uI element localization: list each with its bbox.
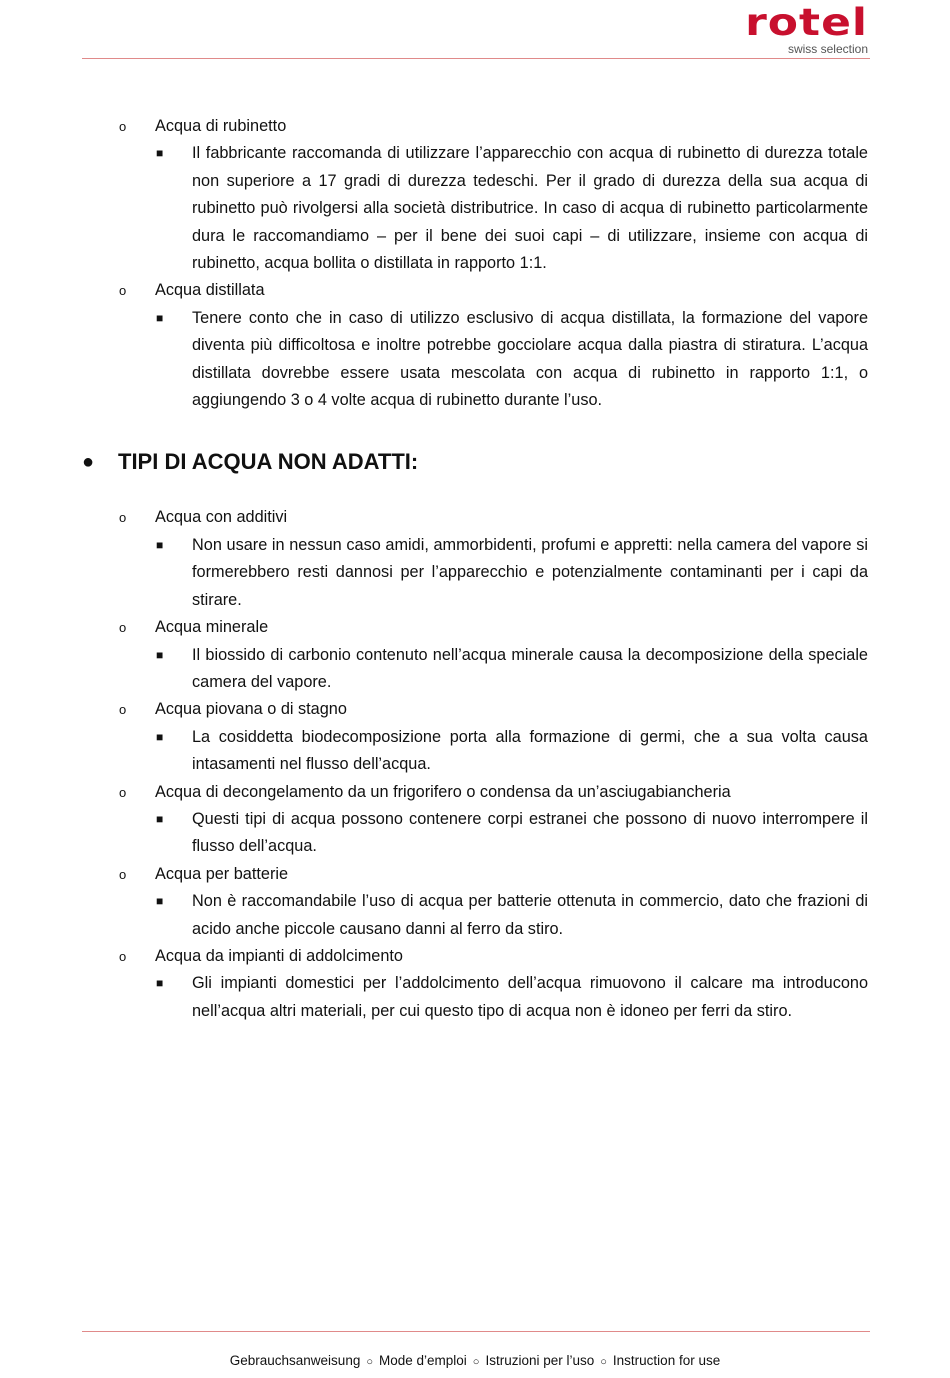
circle-bullet-icon: o <box>119 702 127 718</box>
circle-separator-icon: ○ <box>366 1356 373 1368</box>
footer-fr: Mode d’emploi <box>379 1353 467 1368</box>
item-text: Non è raccomandabile l’uso di acqua per batterie ottenuta in commercio, dato che frazioni di acido anche piccole causano danni al ferro da stiro. <box>192 892 868 938</box>
logo-subtitle: swiss selection <box>787 42 868 56</box>
square-bullet-icon: ■ <box>156 146 164 161</box>
item-description <box>82 970 868 1025</box>
square-bullet-icon: ■ <box>156 976 164 991</box>
square-bullet-icon: ■ <box>156 310 164 325</box>
item-description <box>82 532 868 614</box>
item-text: Gli impianti domestici per l’addolcimento dell’acqua rimuovono il calcare ma introducono nell’acqua altri materiali, per cui questo tipo di acqua non è idoneo per ferri da stiro. <box>192 974 868 1020</box>
list-item <box>82 504 868 531</box>
circle-separator-icon: ○ <box>472 1356 480 1368</box>
circle-bullet-icon: o <box>119 119 127 134</box>
logo-wordmark: rotel <box>745 0 868 45</box>
circle-bullet-icon: o <box>119 283 127 299</box>
footer-it: Istruzioni per l’uso <box>485 1353 595 1368</box>
bullet-icon: ● <box>82 451 95 474</box>
square-bullet-icon: ■ <box>156 537 164 552</box>
item-description <box>82 140 868 277</box>
item-text: Non usare in nessun caso amidi, ammorbidenti, profumi e appretti: nella camera del vapore si formerebbero resti dannosi per l’apparecchio e potenzialmente contaminanti per i capi da stirare. <box>192 535 868 609</box>
rotel-logo <box>745 0 868 56</box>
item-title: Acqua minerale <box>155 618 269 637</box>
item-text: Tenere conto che in caso di utilizzo esclusivo di acqua distillata, la formazione del vapore diventa più difficoltosa e inoltre potrebbe gocciolare acqua dalla piastra di stiratura. L’acqua distillata dovrebbe essere usata mescolata con acqua di rubinetto in rapporto 1:1, o aggiungendo 3 o 4 volte acqua di rubinetto durante l’uso. <box>192 308 868 410</box>
square-bullet-icon: ■ <box>156 811 164 826</box>
footer-rule <box>82 1331 870 1332</box>
footer <box>0 1353 950 1368</box>
item-description <box>82 724 868 779</box>
header-rule <box>82 58 870 59</box>
item-title: Acqua per batterie <box>155 864 289 883</box>
item-text: Questi tipi di acqua possono contenere corpi estranei che possono di nuovo interrompere il flusso dell’acqua. <box>192 809 868 856</box>
square-bullet-icon: ■ <box>156 647 164 662</box>
suitable-water-list <box>82 113 868 414</box>
square-bullet-icon: ■ <box>156 729 164 744</box>
item-title: Acqua distillata <box>155 281 265 300</box>
item-title: Acqua di decongelamento da un frigorifero o condensa da un’asciugabiancheria <box>155 782 731 801</box>
list-item <box>82 614 868 641</box>
section-heading: ● TIPI DI ACQUA NON ADATTI: <box>82 447 868 477</box>
circle-bullet-icon: o <box>119 510 127 526</box>
list-item <box>82 696 868 723</box>
item-text: Il fabbricante raccomanda di utilizzare l’apparecchio con acqua di rubinetto di durezza totale non superiore a 17 gradi di durezza tedeschi. Per il grado di durezza della sua acqua di rubinetto può rivolgersi alla società distributrice. In caso di acqua di rubinetto particolarmente dura le raccomandiamo – per il bene dei suoi capi – di utilizzare, insieme con acqua di rubinetto, acqua bollita o distillata in rapporto 1:1. <box>192 144 868 273</box>
circle-bullet-icon: o <box>119 866 127 882</box>
list-item <box>82 943 868 970</box>
unsuitable-water-list <box>82 504 868 1025</box>
circle-bullet-icon: o <box>119 948 127 964</box>
list-item <box>82 779 868 806</box>
item-title: Acqua con additivi <box>155 508 288 527</box>
footer-de: Gebrauchsanweisung <box>229 1353 361 1368</box>
circle-bullet-icon: o <box>119 620 127 636</box>
item-title: Acqua da impianti di addolcimento <box>155 946 403 965</box>
list-item <box>82 277 868 304</box>
item-text: La cosiddetta biodecomposizione porta alla formazione di germi, che a sua volta causa intasamenti nel flusso dell’acqua. <box>192 727 868 774</box>
item-description <box>82 642 868 697</box>
circle-separator-icon: ○ <box>600 1356 607 1368</box>
circle-bullet-icon: o <box>119 784 127 800</box>
item-text: Il biossido di carbonio contenuto nell’acqua minerale causa la decomposizione della speciale camera del vapore. <box>192 645 868 691</box>
square-bullet-icon: ■ <box>156 894 164 909</box>
item-title: Acqua piovana o di stagno <box>155 700 347 719</box>
list-item <box>82 861 868 888</box>
item-description <box>82 305 868 415</box>
item-title: Acqua di rubinetto <box>155 117 287 135</box>
item-description <box>82 888 868 943</box>
footer-en: Instruction for use <box>612 1353 721 1368</box>
item-description <box>82 806 868 861</box>
list-item <box>82 113 868 140</box>
document-body <box>82 113 868 1025</box>
